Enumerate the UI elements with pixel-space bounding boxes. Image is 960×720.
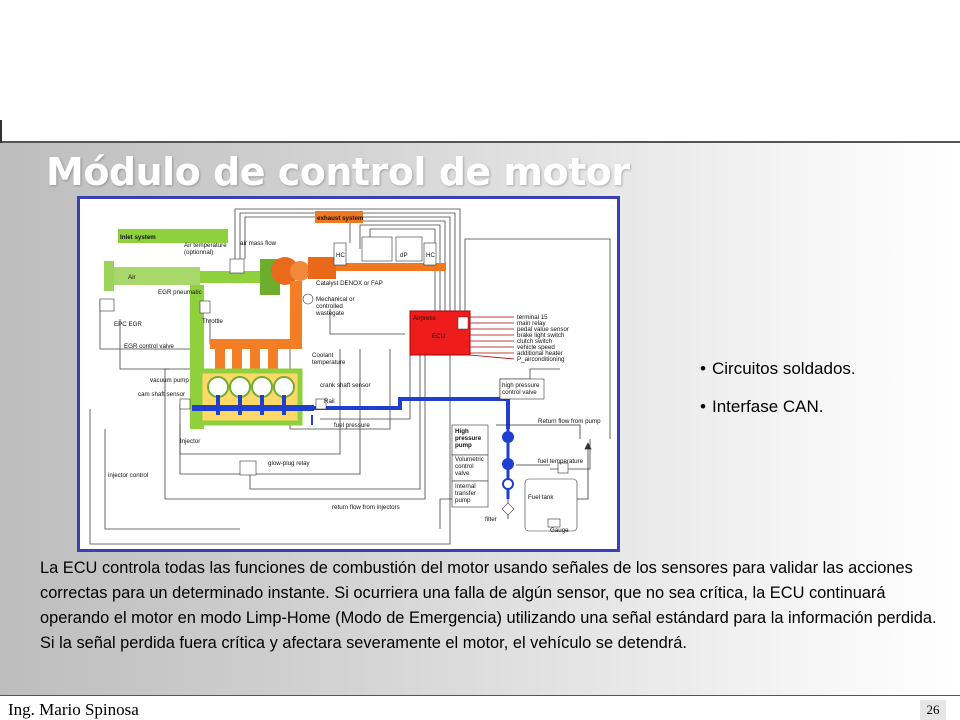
ecu-input-label: P_airconditioning [517,356,565,363]
injector-label: Injector [180,438,201,445]
ecu-input-label: pedal value sensor [517,326,569,333]
ecu-input-label: additional heater [517,350,563,357]
page-number: 26 [920,700,946,720]
footer-divider [0,695,960,696]
egr-pneumatic-label: EGR pneumatic [158,289,202,296]
header-corner-mark [0,120,2,144]
volumetric-valve-label: Volumetric [455,456,484,463]
page-title: Módulo de control de motor [46,150,630,194]
internal-transfer-pump-label-3: pump [455,497,471,504]
bullet-item: • Interfase CAN. [700,394,950,432]
fuel-tank-label: Fuel tank [528,494,554,501]
description-paragraph: La ECU controla todas las funciones de combustión del motor usando señales de los sensores para validar las acciones correctas para un determinado instante. Si ocurriera una falla de algún sensor, que no sea crítica, la ECU continuará operando el motor en modo Limp-Home (Modo de Emergencia) utilizando una señal estándard para la información perdida. Si la señal perdida fuera crítica y afectara severamente el motor, el vehículo se detendrá. [40,559,937,652]
high-pressure-pump-label-3: pump [455,442,472,449]
controlled-label: controlled [316,303,343,310]
throttle-label: Throttle [202,318,223,325]
air-temperature-label: Air temperature [184,242,227,249]
hc-sensor-1-label: HC [336,252,345,259]
return-flow-injectors-label: return flow from injectors [332,504,400,511]
engine-block [192,371,314,423]
dp-sensor-label: dP [400,252,408,259]
hc-sensor-2-label: HC [426,252,435,259]
fuel-temperature-label: fuel temperature [538,458,584,465]
internal-transfer-pump-label-2: transfer [455,490,476,497]
mechanical-label: Mechanical or [316,296,355,303]
bullet-item: • Circuitos soldados. [700,356,950,394]
ecu-label: ECU [432,333,446,340]
volumetric-valve-label-3: valve [455,470,470,477]
air-label: Air [128,274,136,281]
gauge-label: Gauge [550,527,569,534]
airpress-label: Airpress [413,315,436,322]
epc-egr-label: EPC EGR [114,321,142,328]
air-mass-flow-label: air mass flow [240,240,277,247]
ecu-input-label: brake light switch [517,332,565,339]
crank-shaft-sensor-label: crank shaft sensor [320,382,371,389]
coolant-label: Coolant [312,352,334,359]
ecu-input-label: clutch switch [517,338,553,345]
glow-plug-relay-label: glow-plug relay [268,460,310,467]
volumetric-valve-label-2: control [455,463,474,470]
exhaust-system-label: exhaust system [317,215,364,222]
egr-control-valve-label: EGR control valve [124,343,174,350]
internal-transfer-pump-label: Internal [455,483,476,490]
diagram-canvas [80,199,617,549]
coolant-temperature-label: temperature [312,359,346,366]
filter-label: filter [485,516,497,523]
high-pressure-pump-label: High [455,428,469,435]
rail-label: Rail [324,398,335,405]
high-pressure-control-valve-label: high pressure [502,382,540,389]
bullet-dot: • [700,397,706,416]
bullet-list [700,356,950,432]
high-pressure-pump-label-2: pressure [455,435,482,442]
fuel-pressure-label: fuel pressure [334,422,370,429]
ecu-input-label: vehicle speed [517,344,555,351]
vacuum-pump-label: vacuum pump [150,377,189,384]
injector-control-label: injector control [108,472,149,479]
footer-author: Ing. Mario Spinosa [8,700,139,719]
engine-control-diagram [77,196,620,552]
catalyst-label: Catalyst DENOX or FAP [316,280,383,287]
cam-shaft-sensor-label: cam shaft sensor [138,391,186,398]
inlet-system-label: Inlet system [120,234,156,241]
slide-header-area [0,0,960,142]
bullet-dot: • [700,359,706,378]
wastegate-label: wastegate [316,310,345,317]
ecu-block [410,311,569,363]
high-pressure-control-valve-label-2: control valve [502,389,537,396]
ecu-input-label: terminal 15 [517,314,548,321]
ecu-input-label: main relay [517,320,546,327]
optionnal-label: (optionnal) [184,249,214,256]
return-flow-pump-label: Return flow from pump [538,418,601,425]
